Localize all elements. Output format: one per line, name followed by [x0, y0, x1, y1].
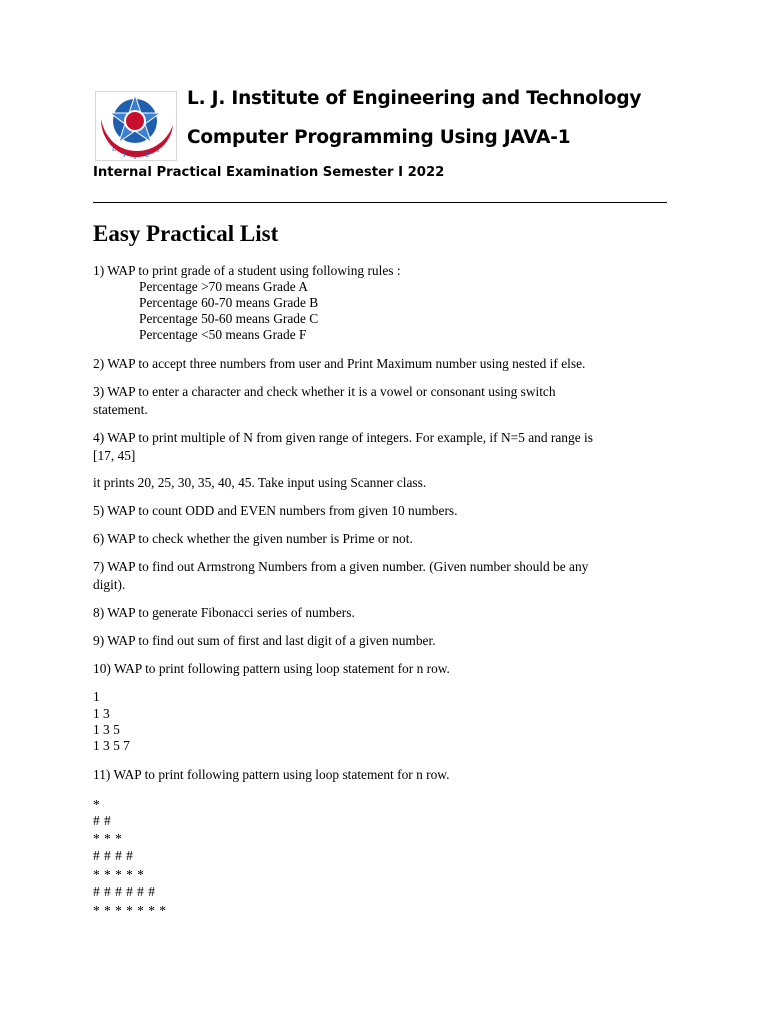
question-11: 11) WAP to print following pattern using loop statement for n row.	[93, 767, 450, 782]
grade-rule-c: Percentage 50-60 means Grade C	[139, 311, 319, 326]
pattern-11-row-5: * * * * *	[93, 867, 145, 882]
institute-name: L. J. Institute of Engineering and Technology	[187, 88, 642, 109]
logo-letter-i: I	[134, 153, 137, 161]
question-4-line-3: it prints 20, 25, 30, 35, 40, 45. Take input using Scanner class.	[93, 475, 427, 490]
course-name: Computer Programming Using JAVA-1	[187, 127, 571, 148]
question-7-line-1: 7) WAP to find out Armstrong Numbers from a given number. (Given number should be any	[93, 559, 589, 574]
question-6: 6) WAP to check whether the given number is Prime or not.	[93, 531, 413, 546]
question-9: 9) WAP to find out sum of first and last digit of a given number.	[93, 633, 436, 648]
question-10: 10) WAP to print following pattern using loop statement for n row.	[93, 661, 450, 676]
question-3-line-1: 3) WAP to enter a character and check whether it is a vowel or consonant using switch	[93, 384, 556, 399]
question-3-line-2: statement.	[93, 402, 148, 417]
institute-logo	[95, 91, 177, 161]
grade-rule-a: Percentage >70 means Grade A	[139, 279, 308, 294]
pattern-10-row-3: 1 3 5	[93, 722, 120, 737]
exam-title: Internal Practical Examination Semester I 2022	[93, 165, 445, 180]
question-4-line-2: [17, 45]	[93, 448, 136, 463]
pattern-11-row-3: * * *	[93, 831, 123, 846]
pattern-10-row-4: 1 3 5 7	[93, 738, 130, 753]
list-title: Easy Practical List	[93, 221, 279, 246]
question-4-line-1: 4) WAP to print multiple of N from given range of integers. For example, if N=5 and range is	[93, 430, 593, 445]
pattern-10-row-2: 1 3	[93, 706, 110, 721]
header-divider	[93, 202, 667, 203]
pattern-11-row-2: # #	[93, 813, 112, 828]
grade-rule-b: Percentage 60-70 means Grade B	[139, 295, 319, 310]
logo-letter-e: E	[145, 151, 150, 159]
question-8: 8) WAP to generate Fibonacci series of numbers.	[93, 605, 355, 620]
grade-rule-f: Percentage <50 means Grade F	[139, 327, 307, 342]
question-1: 1) WAP to print grade of a student using following rules :	[93, 263, 401, 278]
pattern-11-row-6: # # # # # #	[93, 884, 156, 899]
logo-letter-j: J	[123, 151, 126, 159]
pattern-10-row-1: 1	[93, 689, 100, 704]
question-7-line-2: digit).	[93, 577, 126, 592]
question-5: 5) WAP to count ODD and EVEN numbers from given 10 numbers.	[93, 503, 458, 518]
pattern-11-row-4: # # # #	[93, 848, 134, 863]
logo-letter-l: L	[112, 145, 117, 153]
pattern-11-row-7: * * * * * * *	[93, 903, 167, 918]
pattern-11-row-1: *	[93, 797, 101, 812]
question-2: 2) WAP to accept three numbers from user and Print Maximum number using nested if else.	[93, 356, 586, 371]
logo-letter-t: T	[156, 146, 161, 154]
